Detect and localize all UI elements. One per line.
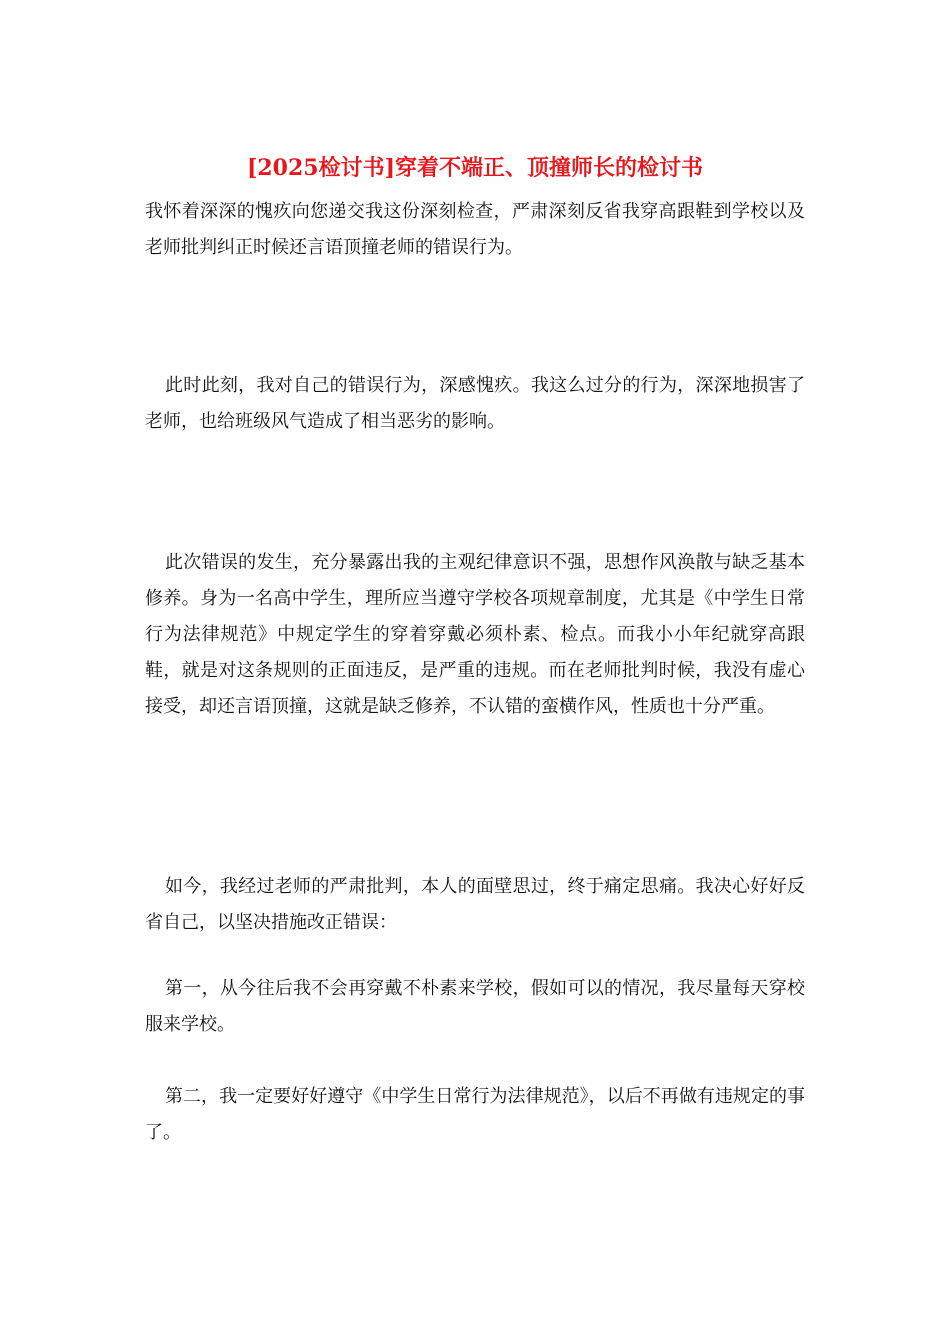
paragraph-intro: 我怀着深深的愧疚向您递交我这份深刻检查，严肃深刻反省我穿高跟鞋到学校以及老师批判纠正时候还言语顶撞老师的错误行为。 xyxy=(145,201,805,258)
paragraph-first-measure: 第一，从今往后我不会再穿戴不朴素来学校，假如可以的情况，我尽量每天穿校服来学校。 xyxy=(145,978,805,1035)
paragraph-remorse: 此时此刻，我对自己的错误行为，深感愧疚。我这么过分的行为，深深地损害了老师，也给班级风气造成了相当恶劣的影响。 xyxy=(145,375,805,432)
paragraph-resolution: 如今，我经过老师的严肃批判，本人的面壁思过，终于痛定思痛。我决心好好反省自己，以坚决措施改正错误： xyxy=(145,876,805,933)
document-title: [2025检讨书]穿着不端正、顶撞师长的检讨书 xyxy=(246,155,704,181)
paragraph-second-measure: 第二，我一定要好好遵守《中学生日常行为法律规范》，以后不再做有违规定的事了。 xyxy=(145,1086,805,1143)
paragraph-analysis: 此次错误的发生，充分暴露出我的主观纪律意识不强，思想作风涣散与缺乏基本修养。身为一名高中学生，理所应当遵守学校各项规章制度，尤其是《中学生日常行为法律规范》中规定学生的穿着穿戴必须朴素、检点。而我小小年纪就穿高跟鞋，就是对这条规则的正面违反，是严重的违规。而在老师批判时候，我没有虚心接受，却还言语顶撞，这就是缺乏修养，不认错的蛮横作风，性质也十分严重。 xyxy=(145,552,805,717)
